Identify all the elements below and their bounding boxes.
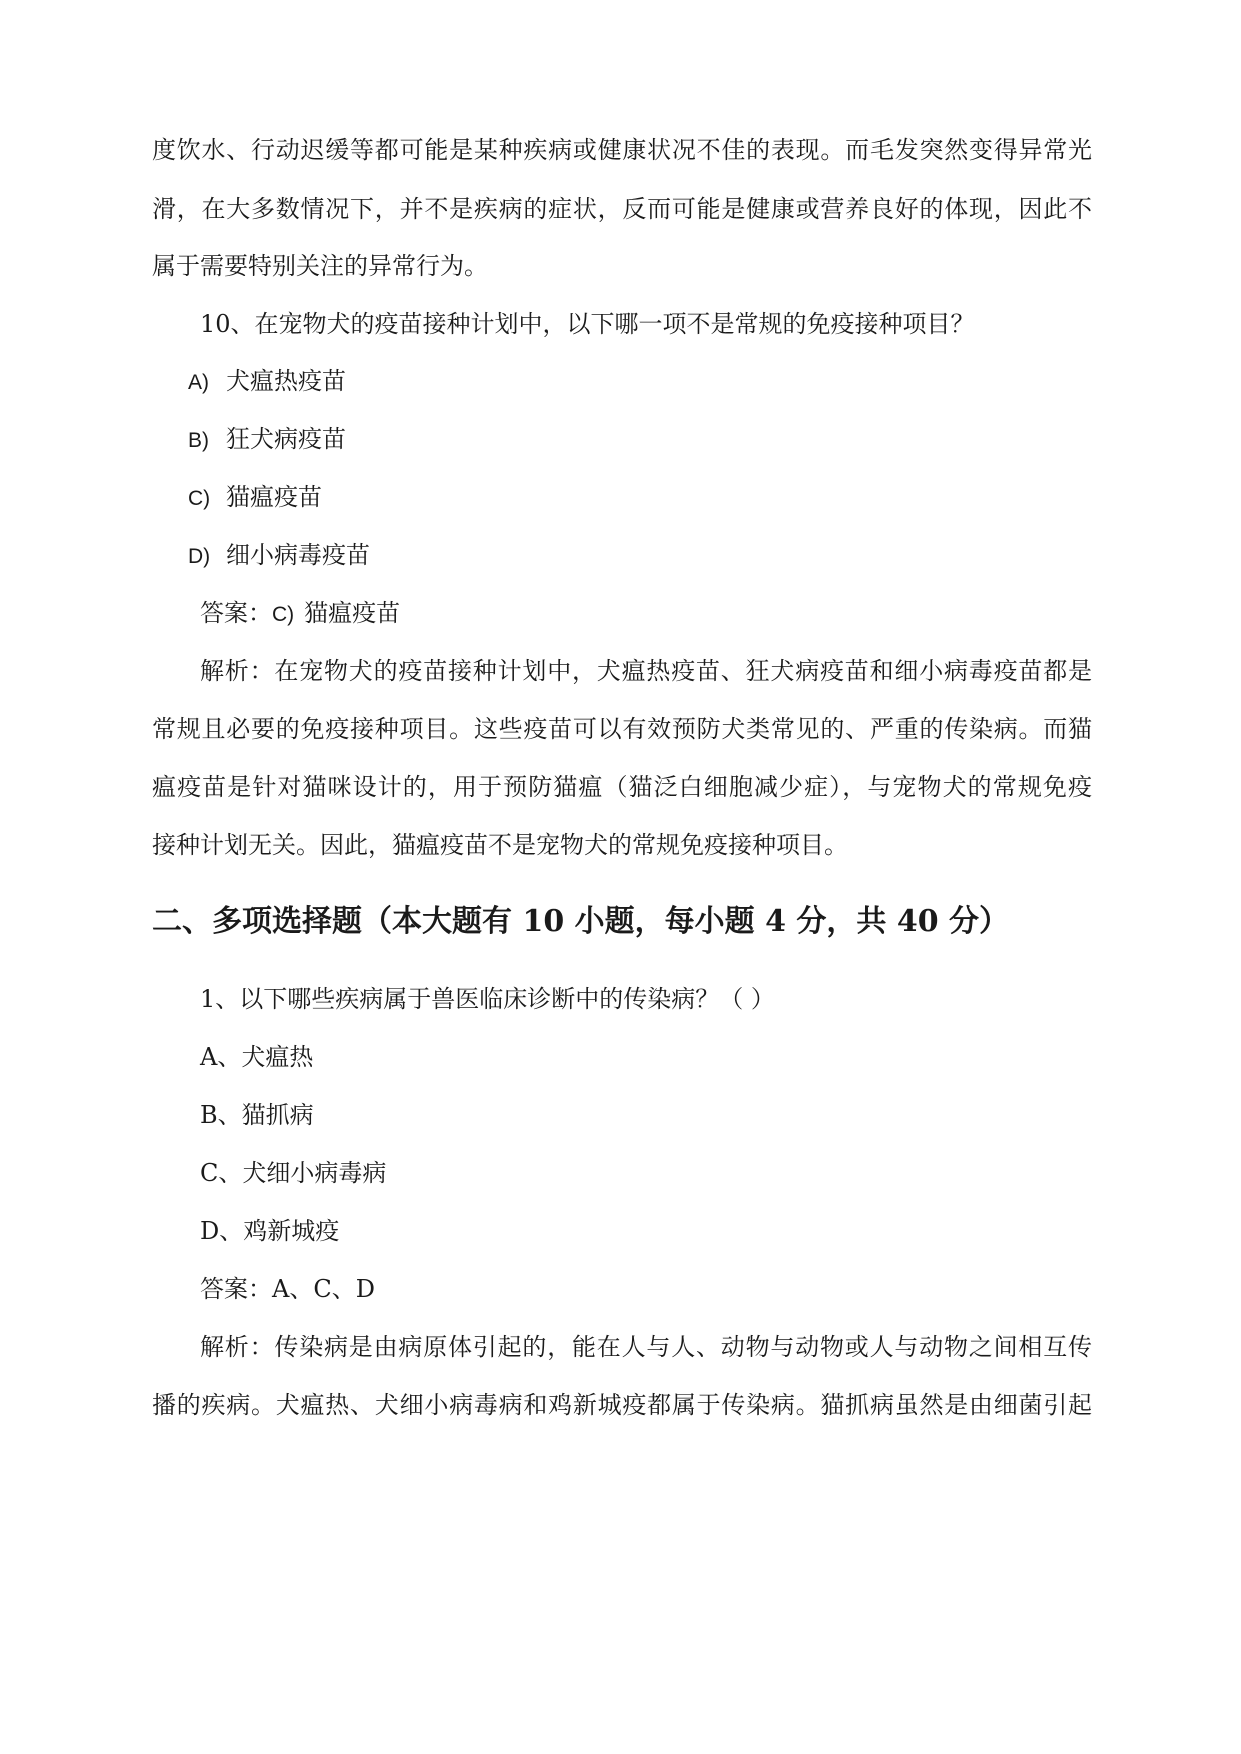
option-letter: D) [188,545,211,568]
option-letter: C) [188,487,211,510]
option-c [188,481,322,515]
explanation-line: 播的疾病。犬瘟热、犬细小病毒病和鸡新城疫都属于传染病。猫抓病虽然是由细菌引起 [152,1391,1092,1419]
explanation-line: 瘟疫苗是针对猫咪设计的，用于预防猫瘟（猫泛白细胞减少症），与宠物犬的常规免疫 [152,773,1092,801]
section-heading: 二、多项选择题（本大题有 10 小题，每小题 4 分，共 40 分） [152,904,1010,939]
paragraph-line: 滑，在大多数情况下，并不是疾病的症状，反而可能是健康或营养良好的体现，因此不 [152,195,1092,223]
explanation-line: 解析：传染病是由病原体引起的，能在人与人、动物与动物或人与动物之间相互传 [200,1333,1092,1361]
option-text: 犬瘟热疫苗 [226,367,346,395]
option-letter: B) [188,429,209,452]
option-text: 猫瘟疫苗 [226,483,322,511]
option-a [188,365,346,399]
answer-line [200,597,400,631]
explanation-line: 解析：在宠物犬的疫苗接种计划中，犬瘟热疫苗、狂犬病疫苗和细小病毒疫苗都是 [200,657,1092,685]
option-b: B、猫抓病 [200,1101,314,1129]
option-text: 细小病毒疫苗 [226,541,370,569]
answer-line: 答案：A、C、D [200,1275,375,1303]
option-a: A、犬瘟热 [200,1043,314,1071]
option-text: 狂犬病疫苗 [226,425,346,453]
option-c: C、犬细小病毒病 [200,1159,387,1187]
option-letter: A) [188,371,209,394]
option-b [188,423,346,457]
option-d [188,539,370,573]
explanation-line: 常规且必要的免疫接种项目。这些疫苗可以有效预防犬类常见的、严重的传染病。而猫 [152,715,1092,743]
question-text: 10、在宠物犬的疫苗接种计划中，以下哪一项不是常规的免疫接种项目？ [200,310,975,338]
explanation-line: 接种计划无关。因此，猫瘟疫苗不是宠物犬的常规免疫接种项目。 [152,831,848,859]
paragraph-line: 度饮水、行动迟缓等都可能是某种疾病或健康状况不佳的表现。而毛发突然变得异常光 [152,136,1092,164]
option-d: D、鸡新城疫 [200,1217,340,1245]
answer-label: 答案： [200,599,272,627]
answer-letter: C) [272,603,295,626]
paragraph-line: 属于需要特别关注的异常行为。 [152,252,488,280]
question-text: 1、以下哪些疾病属于兽医临床诊断中的传染病？（ ） [200,985,775,1013]
answer-text: 猫瘟疫苗 [304,599,401,627]
